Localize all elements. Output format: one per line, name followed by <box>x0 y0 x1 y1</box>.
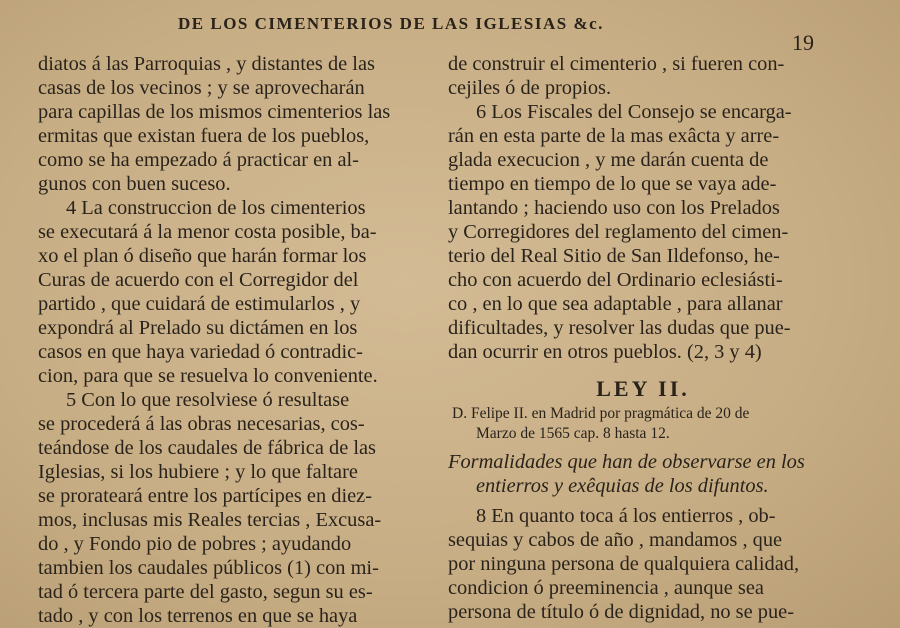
text-line: mos, inclusas mis Reales tercias , Excusa- <box>38 509 382 531</box>
law-heading-line: entierros y exêquias de los difuntos. <box>476 475 769 497</box>
text-line: co , en lo que sea adaptable , para allanar <box>448 293 783 315</box>
text-line: se prorateará entre los partícipes en diez- <box>38 485 373 507</box>
text-line: terio del Real Sitio de San Ildefonso, he- <box>448 245 780 267</box>
text-line: expondrá al Prelado su dictámen en los <box>38 317 358 339</box>
text-line: partido , que cuidará de estimularlos , y <box>38 293 361 315</box>
text-line: por ninguna persona de qualquiera calidad, <box>448 553 800 575</box>
text-line: do , y Fondo pio de pobres ; ayudando <box>38 533 352 555</box>
paragraph-8-start: 8 En quanto toca á los entierros , ob- <box>476 505 776 527</box>
text-line: de construir el cimenterio , si fueren con- <box>448 53 785 75</box>
text-line: como se ha empezado á practicar en al- <box>38 149 359 171</box>
running-header: DE LOS CIMENTERIOS DE LAS IGLESIAS &c. <box>178 14 604 33</box>
text-line: ermitas que existan fuera de los pueblos, <box>38 125 370 147</box>
text-line: dificultades, y resolver las dudas que pue- <box>448 317 791 339</box>
text-line: tado , y con los terrenos en que se haya <box>38 605 358 627</box>
text-line: sequias y cabos de año , mandamos , que <box>448 529 783 551</box>
paragraph-4-start: 4 La construccion de los cimenterios <box>66 197 366 219</box>
text-line: tiempo en tiempo de lo que se vaya ade- <box>448 173 777 195</box>
text-line: persona de título ó de dignidad, no se pue- <box>448 601 794 623</box>
text-line: diatos á las Parroquias , y distantes de las <box>38 53 375 75</box>
text-line: glada execucion , y me darán cuenta de <box>448 149 769 171</box>
text-line: cho con acuerdo del Ordinario eclesiásti- <box>448 269 783 291</box>
text-line: casos en que haya variedad ó contradic- <box>38 341 363 363</box>
right-column <box>448 52 838 624</box>
left-column <box>38 52 438 628</box>
text-line: xo el plan ó diseño que harán formar los <box>38 245 367 267</box>
text-line: lantando ; haciendo uso con los Prelados <box>448 197 780 219</box>
text-line: se executará á la menor costa posible, ba- <box>38 221 377 243</box>
paragraph-5-start: 5 Con lo que resolviese ó resultase <box>66 389 350 411</box>
text-line: Iglesias, si los hubiere ; y lo que faltare <box>38 461 358 483</box>
law-source-line: Marzo de 1565 cap. 8 hasta 12. <box>476 425 670 442</box>
text-line: Curas de acuerdo con el Corregidor del <box>38 269 359 291</box>
page-number: 19 <box>792 30 814 55</box>
text-line: gunos con buen suceso. <box>38 173 231 195</box>
text-line: tad ó tercera parte del gasto, segun su es- <box>38 581 373 603</box>
text-line: cion, para que se resuelva lo conveniente. <box>38 365 378 387</box>
text-line: para capillas de los mismos cimenterios las <box>38 101 391 123</box>
text-line: se procederá á las obras necesarias, cos- <box>38 413 365 435</box>
text-line: dan ocurrir en otros pueblos. (2, 3 y 4) <box>448 341 762 363</box>
text-line: y Corregidores del reglamento del cimen- <box>448 221 789 243</box>
text-line: casas de los vecinos ; y se aprovecharán <box>38 77 365 99</box>
text-line: condicion ó preeminencia , aunque sea <box>448 577 764 599</box>
law-source-line: D. Felipe II. en Madrid por pragmática de 20 de <box>452 405 750 422</box>
paragraph-6-start: 6 Los Fiscales del Consejo se encarga- <box>476 101 792 123</box>
text-line: teándose de los caudales de fábrica de las <box>38 437 376 459</box>
law-title: LEY II. <box>596 376 690 401</box>
text-line: cejiles ó de propios. <box>448 77 612 99</box>
text-line: tambien los caudales públicos (1) con mi- <box>38 557 379 579</box>
text-line: rán en esta parte de la mas exâcta y arre- <box>448 125 780 147</box>
law-heading-line: Formalidades que han de observarse en los <box>448 451 805 473</box>
